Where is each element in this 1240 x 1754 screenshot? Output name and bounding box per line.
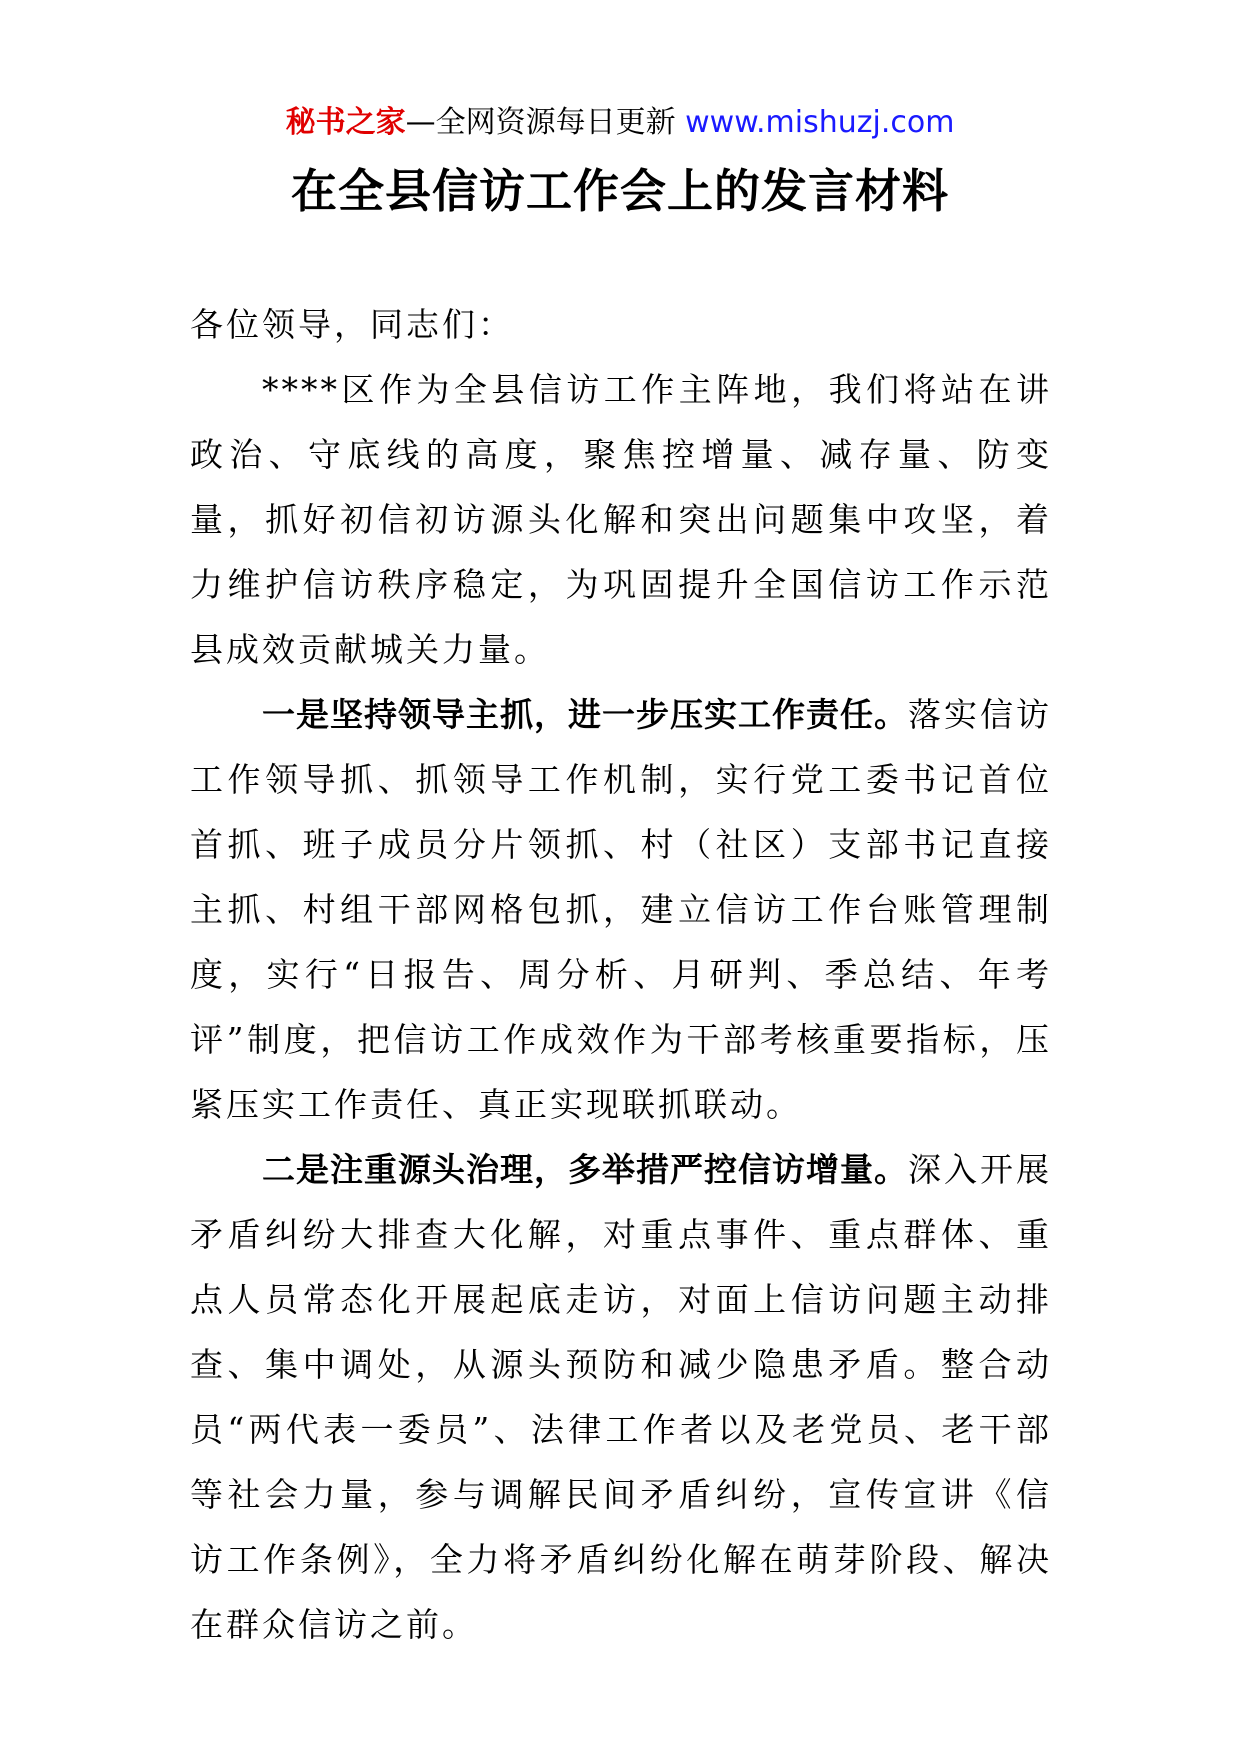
paragraph-lead: 二是注重源头治理，多举措严控信访增量。 [262,1150,908,1189]
paragraph-two [190,1137,1052,1657]
banner-url-link[interactable]: www.mishuzj.com [685,105,955,140]
paragraph-text: 落实信访工作领导抓、抓领导工作机制，实行党工委书记首位首抓、班子成员分片领抓、村（社区）支部书记直接主抓、村组干部网格包抓，建立信访工作台账管理制度，实行“日报告、周分析、月研判、季总结、年考评”制度，把信访工作成效作为干部考核重要指标，压紧压实工作责任、真正实现联抓联动。 [190,695,1052,1124]
document-body [190,292,1052,1657]
site-banner [0,100,1240,146]
document-title: 在全县信访工作会上的发言材料 [291,164,949,218]
paragraph-intro [190,357,1052,682]
salutation: 各位领导，同志们： [190,305,514,344]
banner-slogan: —全网资源每日更新 [405,105,686,140]
paragraph-text: 深入开展矛盾纠纷大排查大化解，对重点事件、重点群体、重点人员常态化开展起底走访，对面上信访问题主动排查、集中调处，从源头预防和减少隐患矛盾。整合动员“两代表一委员”、法律工作者以及老党员、老干部等社会力量，参与调解民间矛盾纠纷，宣传宣讲《信访工作条例》，全力将矛盾纠纷化解在萌芽阶段、解决在群众信访之前。 [190,1150,1052,1644]
banner-brand: 秘书之家 [285,105,406,140]
paragraph-lead: 一是坚持领导主抓，进一步压实工作责任。 [262,695,908,734]
paragraph-one [190,682,1052,1137]
paragraph-text: ****区作为全县信访工作主阵地，我们将站在讲政治、守底线的高度，聚焦控增量、减存量、防变量，抓好初信初访源头化解和突出问题集中攻坚，着力维护信访秩序稳定，为巩固提升全国信访工作示范县成效贡献城关力量。 [190,370,1052,669]
